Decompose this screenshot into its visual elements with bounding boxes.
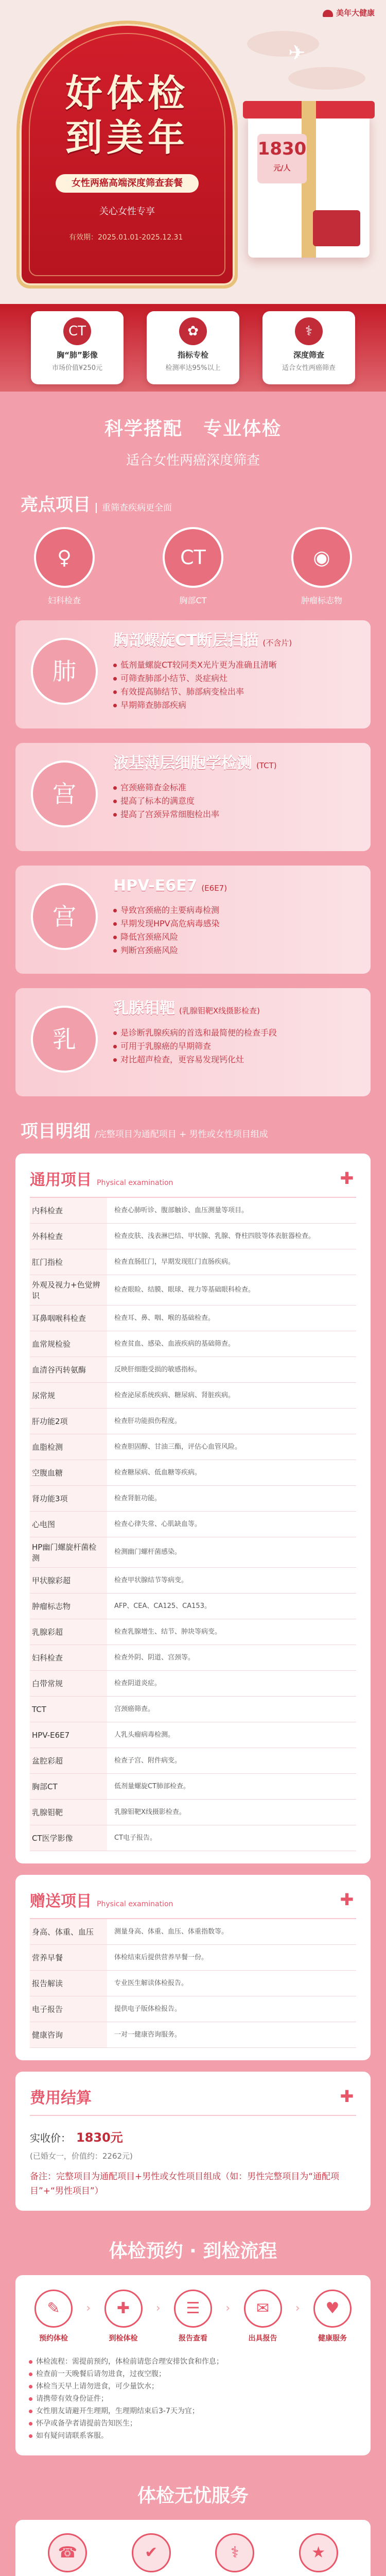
item-card-tct (15, 743, 371, 851)
gift-price-unit: 元/人 (273, 164, 291, 173)
flow-step-name: 预约体检 (39, 2334, 68, 2343)
table-row (30, 1645, 356, 1671)
flow-note: 体检流程：需提前预约，体检前请您合理安排饮食和作息； (28, 2355, 358, 2368)
hero-brand: 关心女性专享 (99, 206, 155, 217)
fee-note: 备注：完整项目为通配项目+男性或女性项目组成（如：男性完整项目为“通配项目”+“男性项目”） (30, 2172, 340, 2196)
breast-icon: 乳 (31, 1006, 98, 1073)
uterus-icon: 宫 (31, 883, 98, 950)
flow-step (167, 2290, 219, 2343)
hero (0, 0, 386, 392)
brand-logo (323, 7, 375, 18)
service-grid (26, 2533, 360, 2576)
service-item (26, 2533, 110, 2576)
highlight-label: 胸部CT (179, 596, 207, 605)
table-row (30, 1512, 356, 1537)
row-key: 血常规检验 (30, 1331, 107, 1357)
details-title-text: 项目明细 (21, 1121, 91, 1142)
item-point: 低剂量螺旋CT较同类X光片更为准确且清晰 (113, 658, 358, 672)
row-key: CT医学影像 (30, 1825, 107, 1851)
item-tag: (E6E7) (201, 884, 227, 893)
table-row (30, 1249, 356, 1275)
item-point: 早期发现HPV高危病毒感染 (113, 917, 358, 930)
row-key: 外科检查 (30, 1224, 107, 1249)
feature-title: 指标专检 (177, 350, 208, 360)
row-key: 健康咨询 (30, 2022, 107, 2047)
row-key: 盆腔彩超 (30, 1748, 107, 1773)
feature-title: 深度筛查 (293, 350, 324, 360)
flow-note: 请携带有效身份证件； (28, 2393, 358, 2405)
heart-icon: ♥ (313, 2290, 352, 2328)
item-points (113, 904, 358, 957)
row-value: 检查甲状腺结节等病变。 (114, 1576, 188, 1584)
intro (0, 392, 386, 469)
flow-note: 怀孕或备孕者请提前告知医生； (28, 2417, 358, 2430)
table-row (30, 1774, 356, 1800)
row-key: 心电图 (30, 1512, 107, 1537)
mail-icon: ✉ (244, 2290, 282, 2328)
row-value: 检查肝功能损伤程度。 (114, 1417, 182, 1425)
row-value: 检查皮肤、浅表淋巴结、甲状腺、乳腺、脊柱四肢等体表脏器检查。 (114, 1232, 315, 1240)
table-row (30, 1198, 356, 1224)
row-value: 检查眼睑、结膜、眼球、视力等基础眼科检查。 (114, 1286, 255, 1294)
fee-sub: (已婚女一，价值约：2262元) (30, 2151, 133, 2161)
star-icon: ★ (299, 2533, 338, 2572)
row-key: 报告解读 (30, 1971, 107, 1996)
checkin-icon: ✚ (104, 2290, 143, 2328)
flow-step (98, 2290, 149, 2343)
highlight-item (283, 527, 360, 606)
highlight-item (154, 527, 232, 606)
panel-header (30, 2085, 356, 2116)
general-panel (15, 1154, 371, 1863)
row-key: 肝功能2项 (30, 1409, 107, 1434)
fee-panel (15, 2072, 371, 2211)
item-point: 降低宫颈癌风险 (113, 930, 358, 944)
flow-step-name: 报告查看 (179, 2334, 207, 2343)
flow-notes (28, 2355, 358, 2442)
flow-box (15, 2275, 371, 2455)
row-value: 一对一健康咨询服务。 (114, 2030, 182, 2039)
row-key: 空腹血糖 (30, 1460, 107, 1485)
row-value: 检查直肠肛门，早期发现肛门直肠疾病。 (114, 1258, 235, 1266)
highlight-item (26, 527, 103, 606)
row-key: 肛门指检 (30, 1249, 107, 1275)
table-row (30, 1996, 356, 2022)
table-row (30, 2022, 356, 2048)
gift-box (248, 113, 370, 258)
row-key: 乳腺彩超 (30, 1619, 107, 1645)
hero-arch (16, 21, 238, 289)
table-row (30, 1945, 356, 1971)
item-points (113, 1026, 358, 1066)
panel-title-en: Physical examination (97, 1179, 173, 1187)
row-value: 检查泌尿系统疾病、糖尿病、肾脏疾病。 (114, 1391, 235, 1399)
hero-pill: 女性两癌高端深度筛查套餐 (56, 174, 199, 193)
row-value: 检查子宫、附件病变。 (114, 1756, 182, 1765)
flow-step (237, 2290, 289, 2343)
flow-step-name: 健康服务 (318, 2334, 347, 2343)
row-value: 宫颈癌筛查。 (114, 1705, 155, 1713)
item-point: 导致宫颈癌的主要病毒检测 (113, 904, 358, 917)
row-value: 体检结束后提供营养早餐一份。 (114, 1953, 208, 1961)
phone-icon: ☎ (48, 2533, 87, 2572)
flow-note: 如有疑问请联系客服。 (28, 2430, 358, 2442)
item-points (113, 781, 358, 821)
gift-panel (15, 1875, 371, 2060)
hero-title-line2: 到美年 (65, 115, 189, 159)
row-key: 电子报告 (30, 1996, 107, 2022)
highlights-title (21, 490, 386, 516)
row-value: 检查耳、鼻、咽、喉的基础检查。 (114, 1314, 215, 1322)
row-value: 检查糖尿病、低血糖等疾病。 (114, 1468, 202, 1477)
panel-header (30, 1888, 356, 1919)
panel-title: 费用结算 (30, 2089, 92, 2107)
feature-title: 胸“肺”影像 (57, 350, 98, 360)
feature-row (31, 311, 355, 384)
service-item (193, 2533, 277, 2576)
item-point: 可用于乳腺癌的早期筛查 (113, 1040, 358, 1053)
row-key: 甲状腺彩超 (30, 1568, 107, 1593)
table-row (30, 1671, 356, 1697)
item-point: 对比超声检查，更容易发现钙化灶 (113, 1053, 358, 1066)
hero-validity: 有效期：2025.01.01-2025.12.31 (69, 233, 183, 242)
row-key: 耳鼻咽喉科检查 (30, 1306, 107, 1331)
table-row (30, 1306, 356, 1331)
medical-cross-icon: ✚ (340, 2087, 354, 2106)
item-card-mammo (15, 988, 371, 1096)
flow-note: 女性朋友请避开生理期，生理期结束后3-7天为宜； (28, 2405, 358, 2417)
row-key: 内科检查 (30, 1198, 107, 1223)
row-key: TCT (30, 1697, 107, 1722)
item-point: 有效提高肺结节、肺部病变检出率 (113, 685, 358, 699)
row-key: 尿常规 (30, 1383, 107, 1408)
row-value: 专业医生解读体检报告。 (114, 1979, 188, 1987)
tumor-marker-icon: ◉ (291, 527, 352, 588)
arrow-icon: › (86, 2302, 91, 2315)
highlight-icons (26, 527, 360, 606)
row-value: 乳腺钼靶X线摄影检查。 (114, 1808, 186, 1816)
medical-icon: ⚕ (295, 317, 323, 345)
panel-header (30, 1167, 356, 1198)
highlight-label: 肿瘤标志物 (301, 596, 342, 605)
lung-icon: 肺 (31, 638, 98, 705)
item-point: 提高了宫颈异常细胞检出率 (113, 808, 358, 821)
service-item (277, 2533, 361, 2576)
row-key: 乳腺钼靶 (30, 1800, 107, 1825)
row-value: 提供电子版体检报告。 (114, 2005, 182, 2013)
row-value: 检查心肺听诊、腹部触诊、血压测量等项目。 (114, 1206, 249, 1214)
logo-text: 美年大健康 (336, 8, 375, 18)
panel-title-en: Physical examination (97, 1900, 173, 1908)
gift-table (30, 1919, 356, 2048)
table-row (30, 1825, 356, 1851)
gift-price-tag (257, 134, 307, 183)
intro-right: 专业体检 (203, 418, 282, 439)
appointment-icon: ✎ (34, 2290, 73, 2328)
fee-label: 实收价： (30, 2132, 71, 2144)
flow-title: 体检预约 · 到检流程 (109, 2241, 277, 2262)
item-tag: (乳腺钼靶X线摄影检查) (179, 1006, 260, 1015)
feature-card (262, 311, 355, 384)
flow-note: 体检当天早上请勿进食，可少量饮水； (28, 2380, 358, 2393)
item-name: 乳腺钼靶 (113, 999, 175, 1018)
service-box (15, 2520, 371, 2576)
intro-left: 科学搭配 (104, 418, 183, 439)
feature-sub: 适合女性两癌筛查 (282, 364, 336, 372)
row-key: 外观及视力+色觉辨识 (30, 1275, 107, 1305)
row-key: 肾功能3项 (30, 1486, 107, 1511)
ct-scan-icon: CT (163, 527, 223, 588)
flow-step (307, 2290, 358, 2343)
row-key: HPV-E6E7 (30, 1722, 107, 1748)
highlights (0, 490, 386, 1096)
feature-card (147, 311, 239, 384)
item-point: 提高了标本的满意度 (113, 794, 358, 808)
row-value: 检查胆固醇、甘油三酯，评估心血管风险。 (114, 1443, 242, 1451)
item-name: 胸部螺旋CT断层扫描 (113, 632, 259, 650)
row-value: 反映肝细胞受损的敏感指标。 (114, 1365, 202, 1374)
table-row (30, 1919, 356, 1945)
item-point: 可筛查肺部小结节、炎症病灶 (113, 672, 358, 685)
flow-step (28, 2290, 79, 2343)
row-value: 测量身高、体重、血压、体重指数等。 (114, 1927, 229, 1936)
panel-title: 通用项目 (30, 1171, 92, 1189)
report-icon: ☰ (174, 2290, 212, 2328)
service-title: 体检无忧服务 (137, 2485, 249, 2506)
intro-sub: 适合女性两癌深度筛查 (126, 453, 260, 468)
cloud-decor (288, 67, 365, 90)
panel-title: 赠送项目 (30, 1892, 92, 1910)
row-key: 身高、体重、血压 (30, 1919, 107, 1944)
flower-icon: ✿ (179, 317, 207, 345)
crane-icon: ✈ (288, 41, 306, 65)
feature-sub: 市场价值¥250元 (51, 364, 103, 372)
hero-title (20, 71, 235, 160)
female-icon: ♀ (34, 527, 95, 588)
service (0, 2481, 386, 2576)
flow-step-name: 出具报告 (248, 2334, 277, 2343)
row-value: 检查肾脏功能。 (114, 1494, 162, 1502)
highlights-title-text: 亮点项目 (21, 495, 91, 515)
table-row (30, 1331, 356, 1357)
logo-mark-icon (323, 10, 333, 17)
row-key: 妇科检查 (30, 1645, 107, 1670)
table-row (30, 1568, 356, 1594)
item-name: 液基薄层细胞学检测 (113, 754, 252, 772)
check-icon: ✔ (132, 2533, 171, 2572)
arrow-icon: › (295, 2302, 300, 2315)
table-row (30, 1275, 356, 1306)
table-row (30, 1594, 356, 1619)
row-value: 检查阴道炎症。 (114, 1679, 162, 1687)
row-key: 白带常规 (30, 1671, 107, 1696)
table-row (30, 1619, 356, 1645)
gift-price: 1830 (257, 139, 307, 159)
uterus-icon: 宫 (31, 760, 98, 827)
table-row (30, 1409, 356, 1434)
item-point: 判断宫颈癌风险 (113, 944, 358, 957)
red-packet (313, 210, 360, 246)
item-point: 早期筛查肺部疾病 (113, 699, 358, 712)
highlight-label: 妇科检查 (47, 596, 81, 605)
item-tag: (TCT) (256, 761, 277, 770)
table-row (30, 1748, 356, 1774)
flow-step-name: 到检体检 (109, 2334, 138, 2343)
flow-note: 检查前一天晚餐后请勿进食，过夜空腹； (28, 2368, 358, 2380)
item-card-ct (15, 620, 371, 728)
fee-line (30, 2127, 356, 2145)
row-key: 肿瘤标志物 (30, 1594, 107, 1619)
row-value: 检查心律失常、心肌缺血等。 (114, 1520, 202, 1528)
medical-cross-icon: ✚ (340, 1890, 354, 1909)
item-name: HPV-E6E7 (113, 877, 198, 895)
ct-icon: CT (63, 317, 91, 345)
row-key: 血脂检测 (30, 1434, 107, 1460)
flow (0, 2236, 386, 2455)
hero-title-line1: 好体检 (65, 71, 189, 115)
doctor-icon: ⚕ (215, 2533, 254, 2572)
item-tag: (不含片) (262, 638, 292, 648)
highlights-subtitle: 重筛查疾病更全面 (96, 503, 172, 513)
feature-sub: 检测率达95%以上 (165, 364, 221, 372)
item-point: 宫颈癌筛查金标准 (113, 781, 358, 794)
row-key: HP幽门螺旋杆菌检测 (30, 1537, 107, 1567)
table-row (30, 1800, 356, 1825)
arrow-icon: › (225, 2302, 231, 2315)
general-table (30, 1198, 356, 1851)
item-card-hpv (15, 866, 371, 974)
flow-steps (28, 2290, 358, 2343)
table-row (30, 1486, 356, 1512)
row-value: 人乳头瘤病毒检测。 (114, 1731, 175, 1739)
item-points (113, 658, 358, 712)
feature-card (31, 311, 124, 384)
service-item (110, 2533, 194, 2576)
table-row (30, 1434, 356, 1460)
row-value: AFP、CEA、CA125、CA153。 (114, 1602, 211, 1610)
table-row (30, 1357, 356, 1383)
row-value: CT电子报告。 (114, 1834, 157, 1842)
table-row (30, 1537, 356, 1568)
row-value: 检查乳腺增生、结节、肿块等病变。 (114, 1628, 222, 1636)
table-row (30, 1460, 356, 1486)
details-title (21, 1117, 386, 1142)
row-key: 血清谷丙转氨酶 (30, 1357, 107, 1382)
row-key: 营养早餐 (30, 1945, 107, 1970)
details-subtitle: /完整项目为通配项目 + 男性或女性项目组成 (95, 1129, 268, 1140)
details (0, 1117, 386, 2211)
table-row (30, 1383, 356, 1409)
fee-amount: 1830元 (76, 2130, 123, 2145)
table-row (30, 1722, 356, 1748)
arrow-icon: › (155, 2302, 161, 2315)
table-row (30, 1224, 356, 1249)
item-point: 是诊断乳腺疾病的首选和最简便的检查手段 (113, 1026, 358, 1040)
cloud-decor (247, 31, 319, 57)
medical-cross-icon: ✚ (340, 1168, 354, 1188)
table-row (30, 1697, 356, 1722)
table-row (30, 1971, 356, 1996)
row-key: 胸部CT (30, 1774, 107, 1799)
row-value: 低剂量螺旋CT肺部检查。 (114, 1782, 190, 1790)
row-value: 检测幽门螺杆菌感染。 (114, 1548, 182, 1556)
row-value: 检查外阴、阴道、宫颈等。 (114, 1653, 195, 1662)
row-value: 检查贫血、感染、血液疾病的基础筛查。 (114, 1340, 235, 1348)
